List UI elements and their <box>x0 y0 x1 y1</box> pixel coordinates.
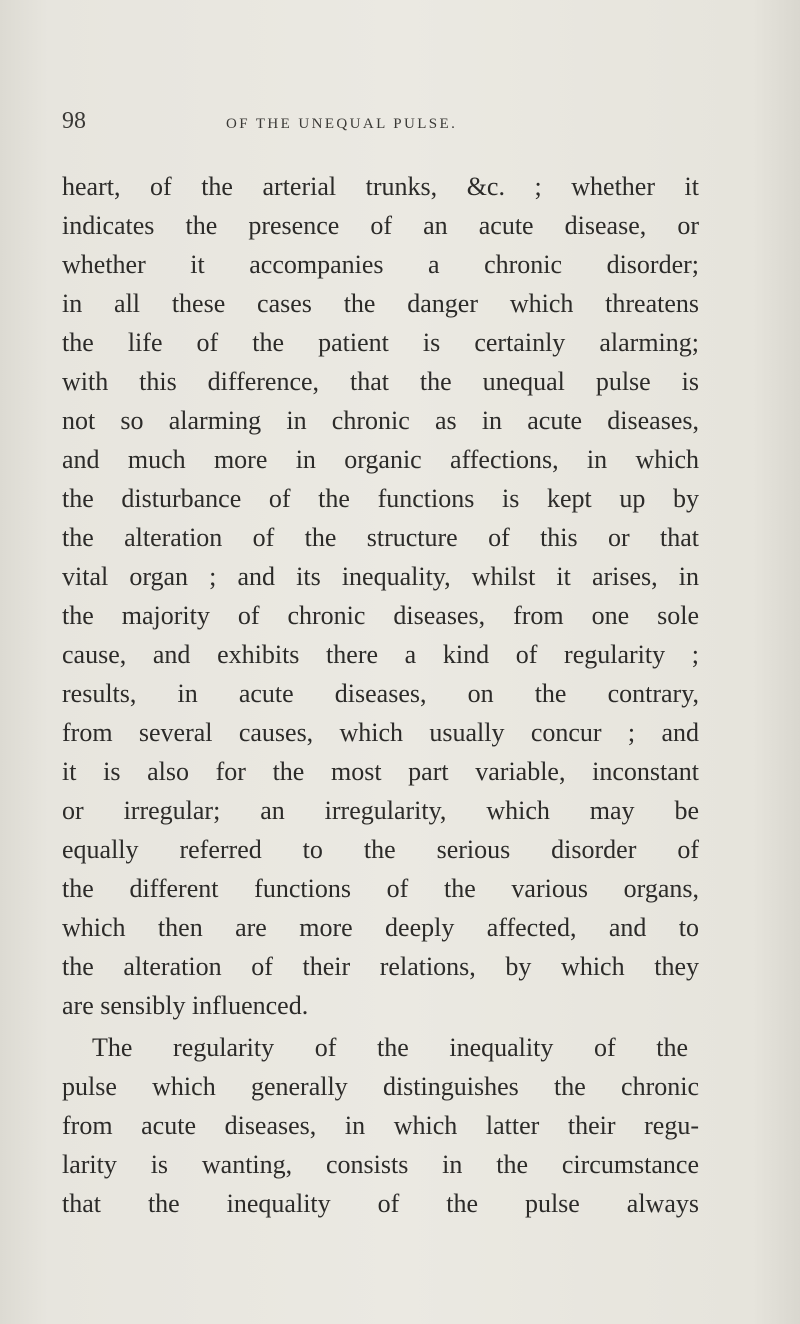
text-line: larity is wanting, consists in the circumstance <box>62 1150 699 1179</box>
text-line: that the inequality of the pulse always <box>62 1189 699 1218</box>
text-line: the life of the patient is certainly alarming; <box>62 328 699 357</box>
text-line: pulse which generally distinguishes the chronic <box>62 1072 699 1101</box>
text-line: in all these cases the danger which threatens <box>62 289 699 318</box>
running-head: OF THE UNEQUAL PULSE. <box>226 116 458 132</box>
text-line: the disturbance of the functions is kept up by <box>62 484 699 513</box>
page-number: 98 <box>62 108 86 134</box>
text-line: cause, and exhibits there a kind of regularity ; <box>62 640 699 669</box>
text-line: with this difference, that the unequal pulse is <box>62 367 699 396</box>
text-line: which then are more deeply affected, and to <box>62 913 699 942</box>
text-line: or irregular; an irregularity, which may be <box>62 796 699 825</box>
text-line: equally referred to the serious disorder of <box>62 835 699 864</box>
text-line: whether it accompanies a chronic disorder; <box>62 250 699 279</box>
text-line: the alteration of the structure of this or that <box>62 523 699 552</box>
text-line: results, in acute diseases, on the contrary, <box>62 679 699 708</box>
text-line: indicates the presence of an acute disease, or <box>62 211 699 240</box>
text-line: and much more in organic affections, in which <box>62 445 699 474</box>
text-line: vital organ ; and its inequality, whilst it arises, in <box>62 562 699 591</box>
text-line: it is also for the most part variable, inconstant <box>62 757 699 786</box>
text-line: are sensibly influenced. <box>62 991 309 1020</box>
text-line: from acute diseases, in which latter their regu- <box>62 1111 699 1140</box>
text-line: the majority of chronic diseases, from one sole <box>62 601 699 630</box>
text-line: the alteration of their relations, by which they <box>62 952 699 981</box>
text-line: the different functions of the various organs, <box>62 874 699 903</box>
text-line: not so alarming in chronic as in acute diseases, <box>62 406 699 435</box>
text-line: from several causes, which usually concur ; and <box>62 718 699 747</box>
text-line: heart, of the arterial trunks, &c. ; whether it <box>62 172 699 201</box>
text-line: The regularity of the inequality of the <box>92 1033 688 1062</box>
